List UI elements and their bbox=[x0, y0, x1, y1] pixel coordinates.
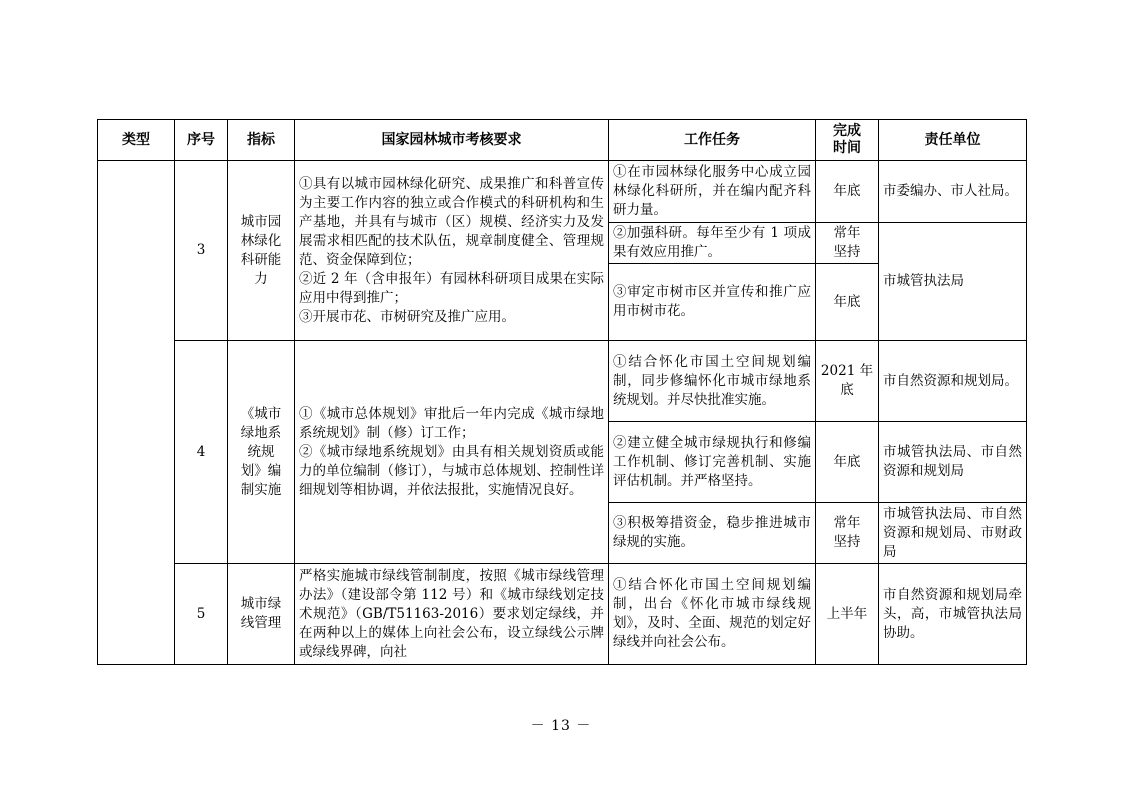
time-cell: 2021 年 底 bbox=[816, 341, 879, 422]
task-cell: ②加强科研。每年至少有 1 项成果有效应用推广。 bbox=[609, 223, 816, 264]
type-cell bbox=[98, 161, 175, 665]
header-type: 类型 bbox=[98, 120, 175, 161]
time-cell: 年底 bbox=[816, 264, 879, 341]
time-cell: 上半年 bbox=[816, 564, 879, 665]
task-cell: ②建立健全城市绿规执行和修编工作机制、修订完善机制、实施评估机制。并严格坚持。 bbox=[609, 422, 816, 503]
table-row bbox=[98, 341, 1027, 422]
time-cell: 年底 bbox=[816, 161, 879, 223]
seq-cell: 4 bbox=[175, 341, 228, 564]
task-cell: ①结合怀化市国土空间规划编制，出台《怀化市城市绿线规划》，及时、全面、规范的划定好绿线并向社会公布。 bbox=[609, 564, 816, 665]
header-unit: 责任单位 bbox=[879, 120, 1027, 161]
header-seq: 序号 bbox=[175, 120, 228, 161]
header-indicator: 指标 bbox=[228, 120, 295, 161]
task-cell: ③积极筹措资金，稳步推进城市绿规的实施。 bbox=[609, 503, 816, 564]
header-task: 工作任务 bbox=[609, 120, 816, 161]
header-row bbox=[98, 120, 1027, 161]
indicator-cell: 《城市 绿地系 统规 划》编 制实施 bbox=[228, 341, 295, 564]
task-cell: ①结合怀化市国土空间规划编制，同步修编怀化市城市绿地系统规划。并尽快批准实施。 bbox=[609, 341, 816, 422]
requirement-cell: ①《城市总体规划》审批后一年内完成《城市绿地系统规划》制（修）订工作； ②《城市绿地系统规划》由具有相关规划资质或能力的单位编制（修订），与城市总体规划、控制性详细规划等相协调，并依法报批，实施情况良好。 bbox=[295, 341, 609, 564]
header-time: 完成 时间 bbox=[816, 120, 879, 161]
indicator-cell: 城市绿 线管理 bbox=[228, 564, 295, 665]
seq-cell: 3 bbox=[175, 161, 228, 341]
unit-cell: 市委编办、市人社局。 bbox=[879, 161, 1027, 223]
unit-cell: 市自然资源和规划局牵头，高，市城管执法局协助。 bbox=[879, 564, 1027, 665]
time-cell: 年底 bbox=[816, 422, 879, 503]
unit-cell: 市城管执法局、市自然资源和规划局、市财政局 bbox=[879, 503, 1027, 564]
task-cell: ①在市园林绿化服务中心成立园林绿化科研所，并在编内配齐科研力量。 bbox=[609, 161, 816, 223]
table-row bbox=[98, 161, 1027, 223]
table-row bbox=[98, 564, 1027, 665]
unit-cell: 市城管执法局、市自然资源和规划局 bbox=[879, 422, 1027, 503]
requirement-cell: 严格实施城市绿线管制制度，按照《城市绿线管理办法》（建设部令第 112 号）和《城市绿线划定技术规范》（GB/T51163-2016）要求划定绿线，并在两种以上的媒体上向社会公布，设立绿线公示牌或绿线界碑，向社 bbox=[295, 564, 609, 665]
page-number: － 13 － bbox=[530, 718, 592, 734]
seq-cell: 5 bbox=[175, 564, 228, 665]
unit-cell: 市自然资源和规划局。 bbox=[879, 341, 1027, 422]
header-requirement: 国家园林城市考核要求 bbox=[295, 120, 609, 161]
task-cell: ③审定市树市区并宣传和推广应用市树市花。 bbox=[609, 264, 816, 341]
time-cell: 常年 坚持 bbox=[816, 503, 879, 564]
planning-table bbox=[97, 119, 1027, 665]
indicator-cell: 城市园 林绿化 科研能 力 bbox=[228, 161, 295, 341]
time-cell: 常年 坚持 bbox=[816, 223, 879, 264]
unit-cell: 市城管执法局 bbox=[879, 223, 1027, 341]
requirement-cell: ①具有以城市园林绿化研究、成果推广和科普宣传为主要工作内容的独立或合作模式的科研机构和生产基地，并具有与城市（区）规模、经济实力及发展需求相匹配的技术队伍，规章制度健全、管理规范、资金保障到位； ②近 2 年（含申报年）有园林科研项目成果在实际应用中得到推广； ③开展市花、市树研究及推广应用。 bbox=[295, 161, 609, 341]
